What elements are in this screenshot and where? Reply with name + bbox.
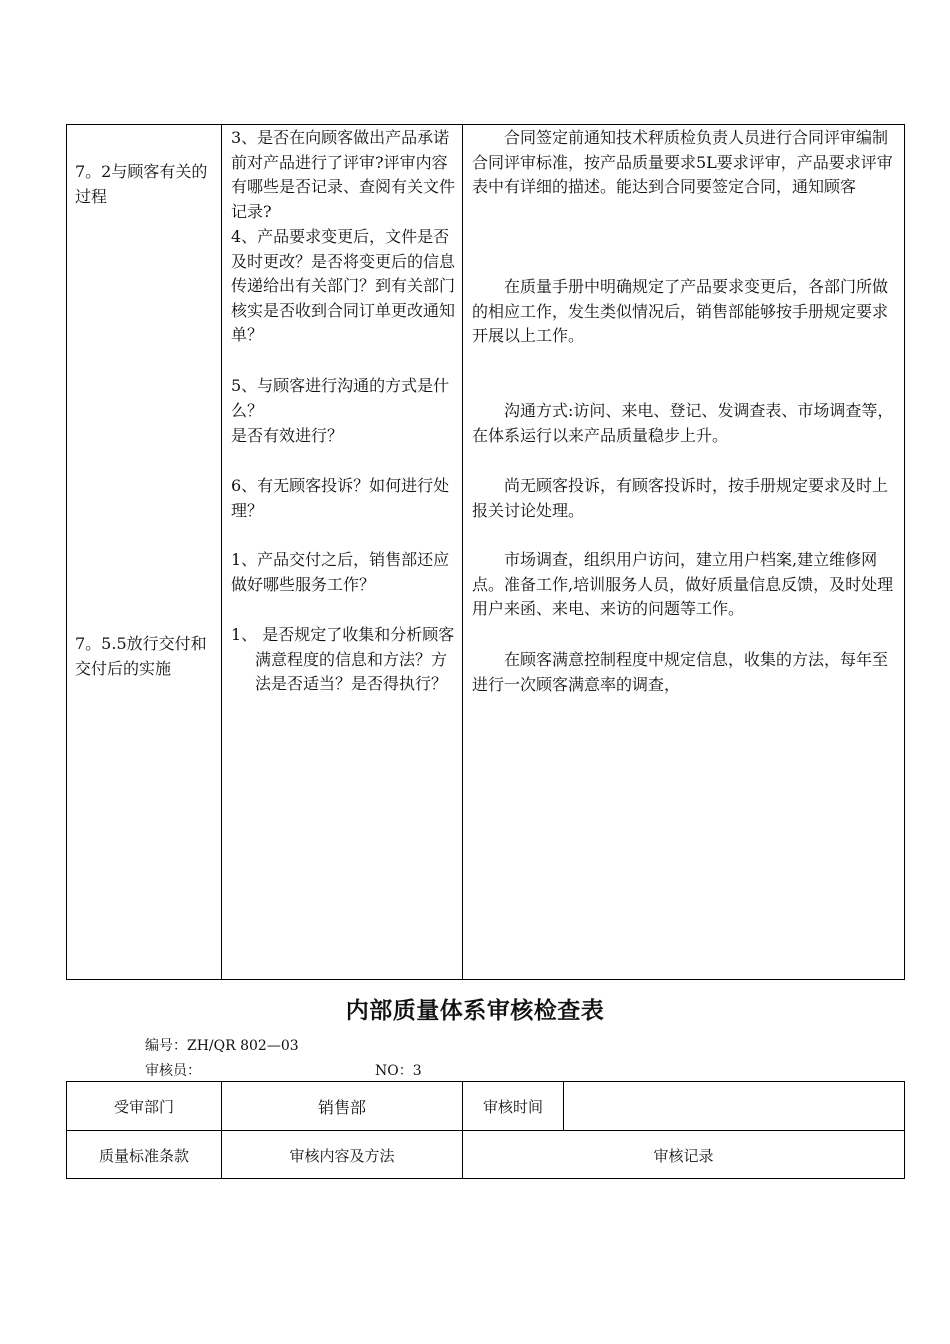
question-text: 6、有无顾客投诉？如何进行处理？ xyxy=(231,476,450,520)
col-header-record: 审核记录 xyxy=(653,1147,714,1165)
auditor-line xyxy=(145,1060,201,1080)
record-text: 合同签定前通知技术秤质检负责人员进行合同评审编制合同评审标准，按产品质量要求5L要求评审，产品要求评审表中有详细的描述。能达到合同要签定合同，通知顾客 xyxy=(472,128,893,196)
record-text: 市场调查，组织用户访问，建立用户档案,建立维修网点。准备工作,培训服务人员，做好质量信息反馈，及时处理用户来函、来电、来访的问题等工作。 xyxy=(472,550,894,618)
dept-label: 受审部门 xyxy=(113,1098,174,1116)
question-text: 1、 是否规定了收集和分析顾客满意程度的信息和方法？方法是否适当？是否得执行？ xyxy=(231,625,455,693)
form-number-label: 编号： xyxy=(145,1038,187,1054)
clause-text: 7。2与顾客有关的过程 xyxy=(75,162,208,206)
auditor-label: 审核员： xyxy=(145,1063,201,1079)
clause-text: 7。5.5放行交付和交付后的实施 xyxy=(75,634,207,678)
col-header-clause: 质量标准条款 xyxy=(98,1147,189,1165)
form-number xyxy=(145,1035,299,1055)
question-text: 3、是否在向顾客做出产品承诺前对产品进行了评审?评审内容有哪些是否记录、查阅有关文件记录? xyxy=(231,128,456,221)
question-text: 1、产品交付之后，销售部还应做好哪些服务工作？ xyxy=(231,550,450,594)
question-text: 5、与顾客进行沟通的方式是什么？ xyxy=(231,376,450,420)
no-value: 3 xyxy=(412,1063,422,1079)
record-text: 沟通方式:访问、来电、登记、发调查表、市场调查等，在体系运行以来产品质量稳步上升。 xyxy=(472,401,894,445)
time-label: 审核时间 xyxy=(482,1098,543,1116)
no-label: NO： xyxy=(375,1063,413,1079)
col-header-method: 审核内容及方法 xyxy=(289,1147,395,1165)
question-text: 4、产品要求变更后，文件是否及时更改？是否将变更后的信息传递给出有关部门？到有关部门核实是否收到合同订单更改通知单？ xyxy=(231,227,456,344)
form-number-value: ZH/QR 802—03 xyxy=(187,1038,299,1054)
form-title: 内部质量体系审核检查表 xyxy=(345,997,605,1024)
record-text: 在顾客满意控制程度中规定信息，收集的方法，每年至进行一次顾客满意率的调查， xyxy=(472,650,889,694)
record-text: 在质量手册中明确规定了产品要求变更后，各部门所做的相应工作，发生类似情况后，销售部能够按手册规定要求开展以上工作。 xyxy=(472,277,889,345)
dept-value: 销售部 xyxy=(317,1098,366,1117)
no-line xyxy=(375,1060,422,1080)
question-text: 是否有效进行？ xyxy=(231,426,344,445)
record-text: 尚无顾客投诉，有顾客投诉时，按手册规定要求及时上报关讨论处理。 xyxy=(472,476,889,520)
